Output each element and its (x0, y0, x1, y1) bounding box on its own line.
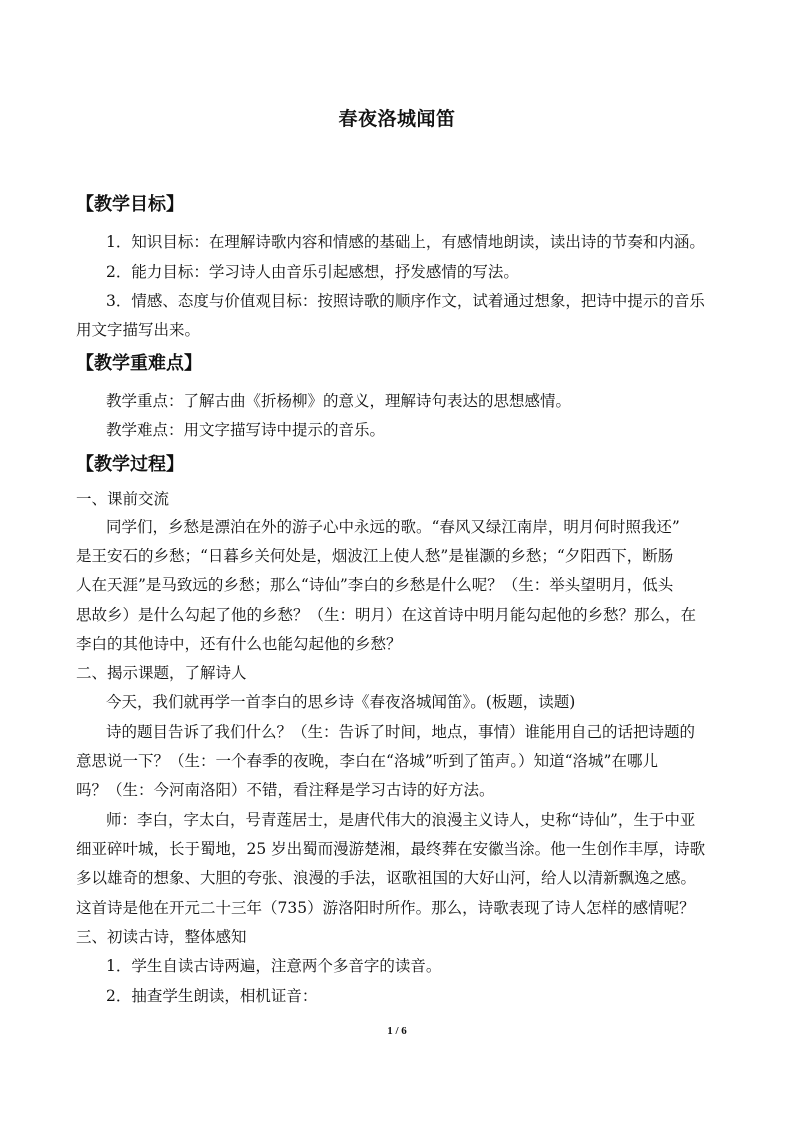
process-subheading-2: 二、揭示课题，了解诗人 (76, 664, 247, 682)
process-line: 2．抽查学生朗读，相机证音： (106, 987, 318, 1005)
process-line: 细亚碎叶城，长于蜀地，25 岁出蜀而漫游楚湘，最终葬在安徽当涂。他一生创作丰厚，诗歌 (76, 840, 706, 858)
process-line: 思故乡）是什么勾起了他的乡愁？（生：明月）在这首诗中明月能勾起他的乡愁？那么，在 (76, 606, 697, 624)
heading-key-points: 【教学重难点】 (76, 353, 202, 374)
process-line: 这首诗是他在开元二十三年（735）游洛阳时所作。那么，诗歌表现了诗人怎样的感情呢？ (76, 899, 695, 917)
goal-line-1: 1．知识目标：在理解诗歌内容和情感的基础上，有感情地朗读，读出诗的节奏和内涵。 (106, 233, 705, 251)
process-line: 吗？（生：今河南洛阳）不错，看注释是学习古诗的好方法。 (76, 781, 495, 799)
page-number: 1 / 6 (387, 1025, 407, 1037)
process-line: 李白的其他诗中，还有什么也能勾起他的乡愁？ (76, 635, 402, 653)
process-line: 意思说一下？（生：一个春季的夜晚，李白在“洛城”听到了笛声。）知道“洛城”在哪儿 (76, 752, 658, 770)
process-line: 是王安石的乡愁；“日暮乡关何处是，烟波江上使人愁”是崔灏的乡愁；“夕阳西下，断肠 (76, 547, 674, 565)
process-subheading-3: 三、初读古诗，整体感知 (76, 928, 247, 946)
goal-line-2: 2．能力目标：学习诗人由音乐引起感想，抒发感情的写法。 (106, 263, 519, 281)
heading-teaching-process: 【教学过程】 (76, 454, 184, 475)
process-line: 1．学生自读古诗两遍，注意两个多音字的读音。 (106, 957, 442, 975)
process-line: 多以雄奇的想象、大胆的夸张、浪漫的手法，讴歌祖国的大好山河，给人以清新飘逸之感。 (76, 869, 697, 887)
process-line: 诗的题目告诉了我们什么？（生：告诉了时间，地点，事情）谁能用自己的话把诗题的 (106, 723, 696, 741)
process-line: 同学们，乡愁是漂泊在外的游子心中永远的歌。“春风又绿江南岸，明月何时照我还” (106, 518, 680, 536)
goal-line-3: 3．情感、态度与价值观目标：按照诗歌的顺序作文，试着通过想象，把诗中提示的音乐 (106, 292, 705, 310)
heading-teaching-goals: 【教学目标】 (76, 194, 184, 215)
process-line: 今天，我们就再学一首李白的思乡诗《春夜洛城闻笛》。(板题，读题) (106, 693, 576, 711)
keypoint-line-1: 教学重点：了解古曲《折杨柳》的意义，理解诗句表达的思想感情。 (106, 392, 572, 410)
goal-line-3-cont: 用文字描写出来。 (76, 321, 201, 339)
process-line: 人在天涯”是马致远的乡愁；那么“诗仙”李白的乡愁是什么呢？（生：举头望明月，低头 (76, 576, 674, 594)
document-title: 春夜洛城闻笛 (338, 108, 456, 130)
process-subheading-1: 一、课前交流 (76, 490, 170, 508)
process-line: 师：李白，字太白，号青莲居士，是唐代伟大的浪漫主义诗人，史称“诗仙”，生于中亚 (106, 811, 696, 829)
keypoint-line-2: 教学难点：用文字描写诗中提示的音乐。 (106, 421, 386, 439)
